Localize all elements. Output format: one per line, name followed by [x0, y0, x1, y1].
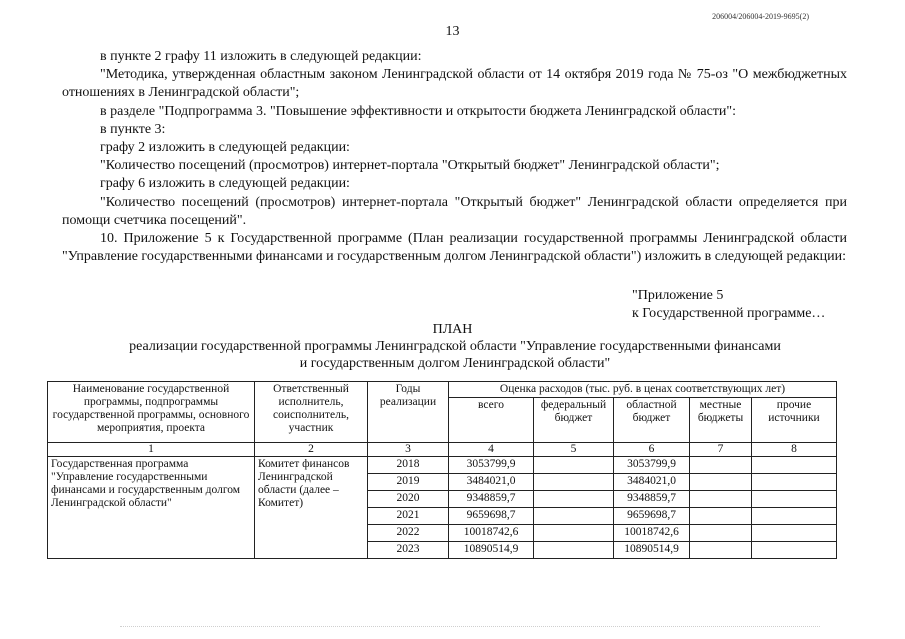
table-row [48, 457, 837, 474]
regional-cell: 3053799,9 [614, 457, 690, 474]
federal-cell [534, 474, 614, 491]
column-number-row [48, 443, 837, 457]
regional-cell: 3484021,0 [614, 474, 690, 491]
total-cell: 3484021,0 [449, 474, 534, 491]
header-row-1 [48, 382, 837, 398]
header-responsible: Ответственный исполнитель, соисполнитель, участник [255, 382, 368, 443]
plan-subtitle-line-1: реализации государственной программы Ленинградской области "Управление государственными финансами [129, 339, 781, 354]
year-cell: 2021 [368, 508, 449, 525]
plan-table [47, 381, 837, 559]
header-other: прочие источники [752, 398, 837, 443]
local-cell [690, 542, 752, 559]
appendix-line-1: "Приложение 5 [632, 288, 724, 303]
paragraph-4: в пункте 3: [100, 121, 166, 137]
regional-cell: 10018742,6 [614, 525, 690, 542]
body-text [62, 48, 847, 266]
year-cell: 2019 [368, 474, 449, 491]
total-cell: 10890514,9 [449, 542, 534, 559]
column-number: 1 [48, 443, 255, 457]
year-cell: 2023 [368, 542, 449, 559]
other-cell [752, 525, 837, 542]
paragraph-5: графу 2 изложить в следующей редакции: [100, 140, 350, 156]
header-years: Годы реализации [368, 382, 449, 443]
federal-cell [534, 525, 614, 542]
paragraph-8: "Количество посещений (просмотров) интернет-портала "Открытый бюджет" Ленинградской области определяется при помощи счетчика посещений". [62, 194, 847, 228]
column-number: 4 [449, 443, 534, 457]
local-cell [690, 525, 752, 542]
year-cell: 2020 [368, 491, 449, 508]
paragraph-1: в пункте 2 графу 11 изложить в следующей редакции: [100, 49, 422, 64]
paragraph-3: в разделе "Подпрограмма 3. "Повышение эффективности и открытости бюджета Ленинградской области": [100, 103, 737, 119]
column-number: 5 [534, 443, 614, 457]
federal-cell [534, 457, 614, 474]
local-cell [690, 457, 752, 474]
column-number: 7 [690, 443, 752, 457]
other-cell [752, 457, 837, 474]
year-cell: 2018 [368, 457, 449, 474]
local-cell [690, 491, 752, 508]
appendix-reference [632, 287, 882, 323]
other-cell [752, 491, 837, 508]
column-number: 8 [752, 443, 837, 457]
federal-cell [534, 508, 614, 525]
responsible-cell: Комитет финансов Ленинградской области (далее – Комитет) [255, 457, 368, 559]
regional-cell: 9348859,7 [614, 491, 690, 508]
header-federal: федеральный бюджет [534, 398, 614, 443]
header-name: Наименование государственной программы, подпрограммы государственной программы, основного мероприятия, проекта [48, 382, 255, 443]
header-regional: областной бюджет [614, 398, 690, 443]
plan-title: ПЛАН [432, 322, 473, 337]
column-number: 6 [614, 443, 690, 457]
other-cell [752, 542, 837, 559]
column-number: 3 [368, 443, 449, 457]
federal-cell [534, 491, 614, 508]
header-estimate: Оценка расходов (тыс. руб. в ценах соответствующих лет) [449, 382, 837, 398]
total-cell: 9348859,7 [449, 491, 534, 508]
appendix-line-2: к Государственной программе… [632, 306, 826, 321]
local-cell [690, 508, 752, 525]
regional-cell: 9659698,7 [614, 508, 690, 525]
total-cell: 10018742,6 [449, 525, 534, 542]
other-cell [752, 474, 837, 491]
paragraph-2: "Методика, утвержденная областным законом Ленинградской области от 14 октября 2019 года № 75-оз "О межбюджетных отношениях в Ленинградской области"; [62, 67, 847, 101]
column-number: 2 [255, 443, 368, 457]
local-cell [690, 474, 752, 491]
year-cell: 2022 [368, 525, 449, 542]
other-cell [752, 508, 837, 525]
page-number: 13 [445, 24, 460, 39]
plan-subtitle-line-2: и государственным долгом Ленинградской области" [299, 356, 611, 371]
header-total: всего [449, 398, 534, 443]
total-cell: 9659698,7 [449, 508, 534, 525]
document-id: 206004/206004-2019-9695(2) [712, 12, 809, 21]
paragraph-7: графу 6 изложить в следующей редакции: [100, 176, 350, 192]
total-cell: 3053799,9 [449, 457, 534, 474]
scan-artifact-line [120, 626, 820, 627]
regional-cell: 10890514,9 [614, 542, 690, 559]
federal-cell [534, 542, 614, 559]
program-name-cell: Государственная программа "Управление государственными финансами и государственным долгом Ленинградской области" [48, 457, 255, 559]
paragraph-9: 10. Приложение 5 к Государственной программе (План реализации государственной программы Ленинградской области "Управление государственными финансами и государственным долгом Ленинградской области") изложить в следующей редакции: [62, 231, 847, 265]
plan-subtitle [60, 338, 850, 372]
paragraph-6: "Количество посещений (просмотров) интернет-портала "Открытый бюджет" Ленинградской области"; [100, 158, 720, 174]
header-local: местные бюджеты [690, 398, 752, 443]
